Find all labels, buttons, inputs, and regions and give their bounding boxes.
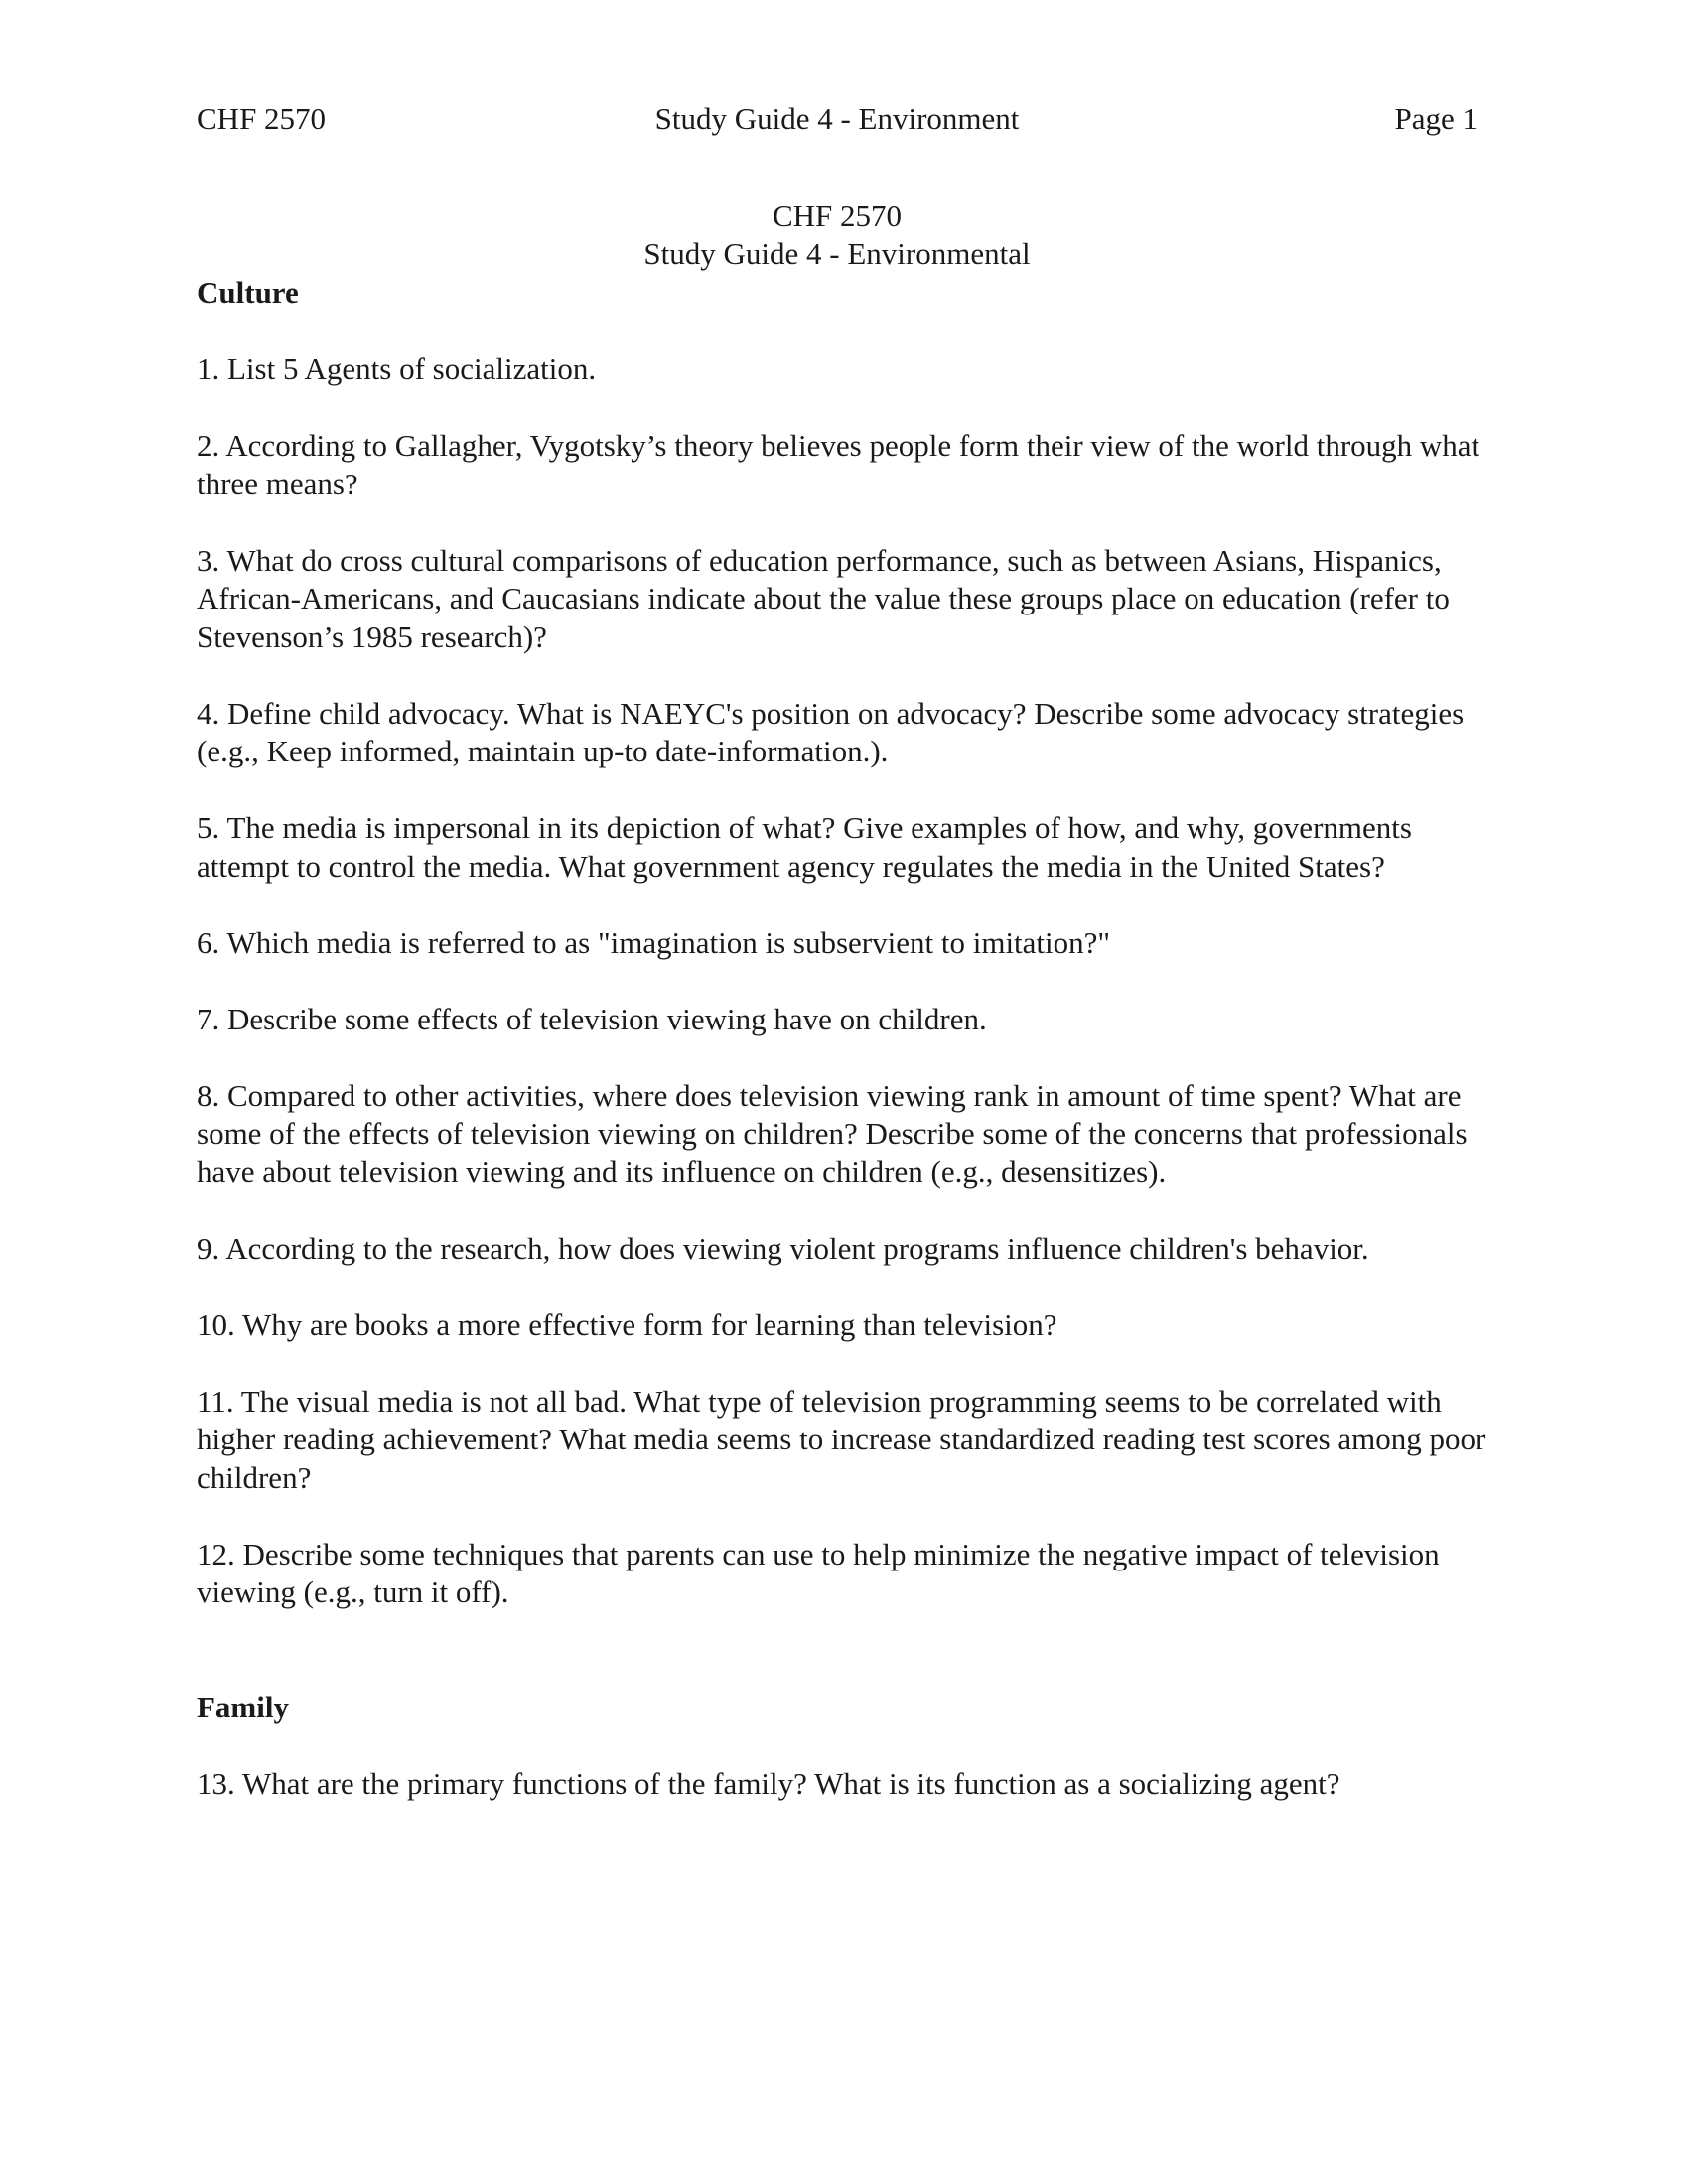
question-8: 8. Compared to other activities, where does television viewing rank in amount of time spent? What are some of the effects of television viewing on children? Describe some of the concerns that professionals have about television viewing and its influence on children (e.g., desensitizes). — [197, 1077, 1468, 1189]
section-heading-family: Family — [197, 1689, 289, 1724]
header-course: CHF 2570 — [197, 101, 327, 136]
title-course: CHF 2570 — [772, 199, 903, 233]
page-header — [197, 97, 1477, 141]
header-page-number: Page 1 — [1394, 101, 1477, 136]
question-5: 5. The media is impersonal in its depiction of what? Give examples of how, and why, governments attempt to control the media. What government agency regulates the media in the United States? — [197, 810, 1412, 884]
question-3: 3. What do cross cultural comparisons of education performance, such as between Asians, Hispanics, African-Americans, and Caucasians indicate about the value these groups place on education (refer to Stevenson’s 1985 research)? — [197, 542, 1450, 654]
question-11: 11. The visual media is not all bad. What type of television programming seems to be correlated with higher reading achievement? What media seems to increase standardized reading test scores among poor children? — [197, 1383, 1486, 1495]
question-1: 1. List 5 Agents of socialization. — [197, 351, 597, 386]
question-9: 9. According to the research, how does viewing violent programs influence children's behavior. — [197, 1230, 1369, 1266]
section-heading-culture: Culture — [197, 275, 299, 310]
question-10: 10. Why are books a more effective form for learning than television? — [197, 1306, 1057, 1342]
document-body — [197, 274, 1497, 1803]
header-guide-title: Study Guide 4 - Environment — [654, 101, 1020, 136]
question-7: 7. Describe some effects of television viewing have on children. — [197, 1001, 987, 1036]
title-subtitle: Study Guide 4 - Environmental — [643, 236, 1031, 271]
question-6: 6. Which media is referred to as "imagination is subservient to imitation?" — [197, 924, 1111, 960]
question-2: 2. According to Gallagher, Vygotsky’s theory believes people form their view of the world through what three means? — [197, 428, 1480, 501]
question-13: 13. What are the primary functions of the family? What is its function as a socializing agent? — [197, 1765, 1340, 1801]
document-title — [197, 198, 1477, 273]
question-12: 12. Describe some techniques that parents can use to help minimize the negative impact of television viewing (e.g., turn it off). — [197, 1536, 1440, 1609]
question-4: 4. Define child advocacy. What is NAEYC's position on advocacy? Describe some advocacy strategies (e.g., Keep informed, maintain up-to date-information.). — [197, 695, 1465, 768]
